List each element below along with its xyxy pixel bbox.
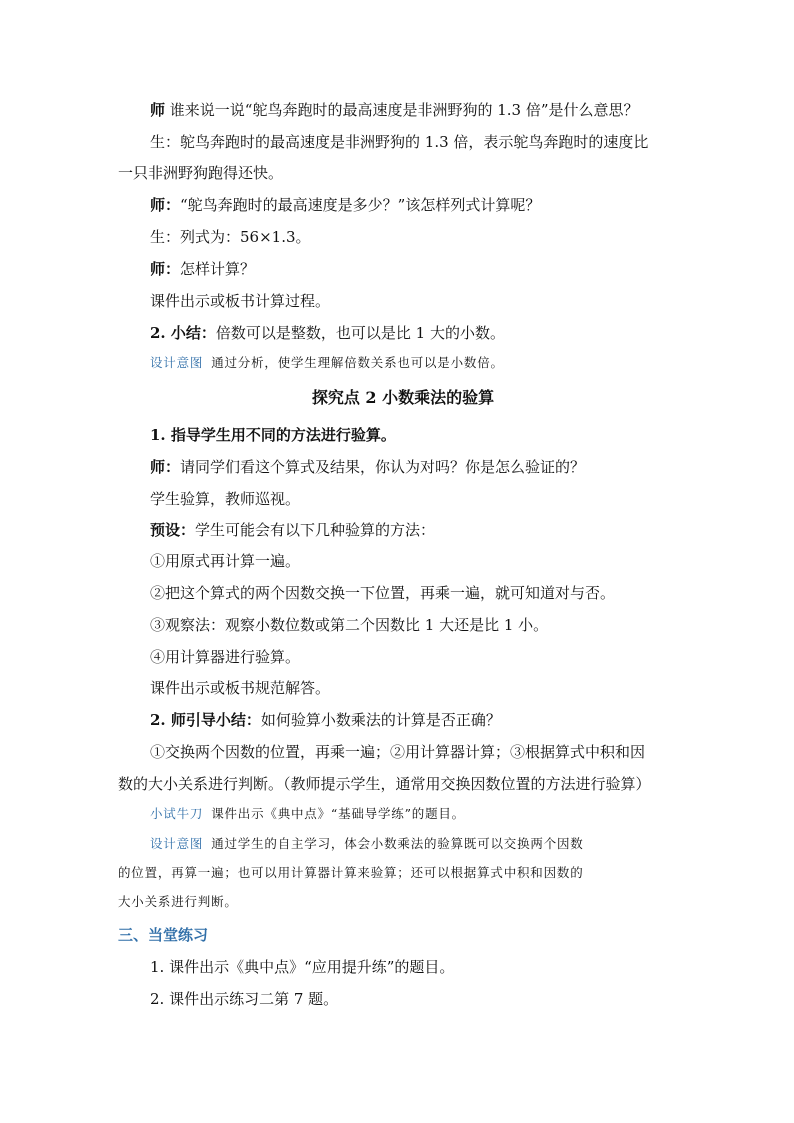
summary-label: 师引导小结： [170,711,261,729]
paragraph-text: “鸵鸟奔跑时的最高速度是多少？”该怎样列式计算呢？ [180,196,541,214]
practice-item: 2. 课件出示练习二第 7 题。 [150,990,339,1008]
paragraph-text: 请同学们看这个算式及结果，你认为对吗？你是怎么验证的？ [180,458,586,476]
paragraph-summary [150,322,690,344]
note-text: 通过分析，使学生理解倍数关系也可以是小数倍。 [211,355,504,370]
speaker-label: 师： [150,260,181,278]
paragraph-text: 鸵鸟奔跑时的最高速度是非洲野狗的 1.3 倍，表示鸵鸟奔跑时的速度比 [180,133,649,151]
preset-label: 预设： [150,521,196,539]
design-intent-note [150,833,690,855]
paragraph-teacher-question [150,258,690,280]
note-text: 通过学生的自主学习，体会小数乘法的验算既可以交换两个因数 [211,836,584,851]
paragraph-text: 如何验算小数乘法的计算是否正确？ [260,711,501,729]
paragraph-instruction: 课件出示或板书规范解答。 [150,679,331,697]
note-continuation: 的位置，再算一遍；也可以用计算器计算来验算；还可以根据算式中积和因数的 [118,865,584,880]
paragraph-step-1: 1. 指导学生用不同的方法进行验算。 [150,426,396,444]
paragraph-text: 列式为：56×1.3。 [180,228,311,246]
paragraph-student-answer [150,131,690,153]
practice-note [150,803,690,825]
paragraph-instruction: 课件出示或板书计算过程。 [150,292,331,310]
speaker-label: 生： [150,228,181,246]
paragraph-activity: 学生验算，教师巡视。 [150,490,301,508]
note-text: 课件出示《典中点》“基础导学练”的题目。 [211,806,465,821]
speaker-label: 生： [150,133,181,151]
paragraph-teacher-question [150,194,690,216]
paragraph-text: 学生可能会有以下几种验算的方法： [195,521,436,539]
paragraph-text: 倍数可以是整数，也可以是比 1 大的小数。 [215,324,505,342]
paragraph-text: 谁来说一说“鸵鸟奔跑时的最高速度是非洲野狗的 1.3 倍”是什么意思？ [169,101,639,119]
item-number: 2. [150,711,171,729]
paragraph-text: 怎样计算？ [180,260,256,278]
paragraph-student-answer [150,226,690,248]
paragraph-summary-detail: ①交换两个因数的位置，再乘一遍；②用计算器计算；③根据算式中积和因 [150,743,646,761]
paragraph-continuation: 一只非洲野狗跑得还快。 [118,164,284,182]
practice-tag: 小试牛刀 [150,806,204,821]
note-continuation: 大小关系进行判断。 [118,894,238,909]
item-number: 2. [150,324,171,342]
method-item: ②把这个算式的两个因数交换一下位置，再乘一遍，就可知道对与否。 [150,584,616,602]
paragraph-preset [150,519,690,541]
section-heading-class-practice: 三、当堂练习 [118,926,209,944]
practice-item: 1. 课件出示《典中点》“应用提升练”的题目。 [150,958,455,976]
paragraph-teacher-question [150,456,690,478]
paragraph-summary [150,709,690,731]
paragraph-teacher-question [150,99,690,121]
speaker-label: 师： [150,196,181,214]
design-intent-tag: 设计意图 [150,355,204,370]
design-intent-tag: 设计意图 [150,836,204,851]
summary-label: 小结： [170,324,216,342]
speaker-label: 师 [150,101,166,119]
design-intent-note [150,352,690,374]
method-item: ③观察法：观察小数位数或第二个因数比 1 大还是比 1 小。 [150,616,549,634]
paragraph-continuation: 数的大小关系进行判断。（教师提示学生，通常用交换因数位置的方法进行验算） [118,775,651,793]
method-item: ①用原式再计算一遍。 [150,552,301,570]
method-item: ④用计算器进行验算。 [150,648,301,666]
section-heading-exploration-2: 探究点 2 小数乘法的验算 [311,388,495,407]
speaker-label: 师： [150,458,181,476]
